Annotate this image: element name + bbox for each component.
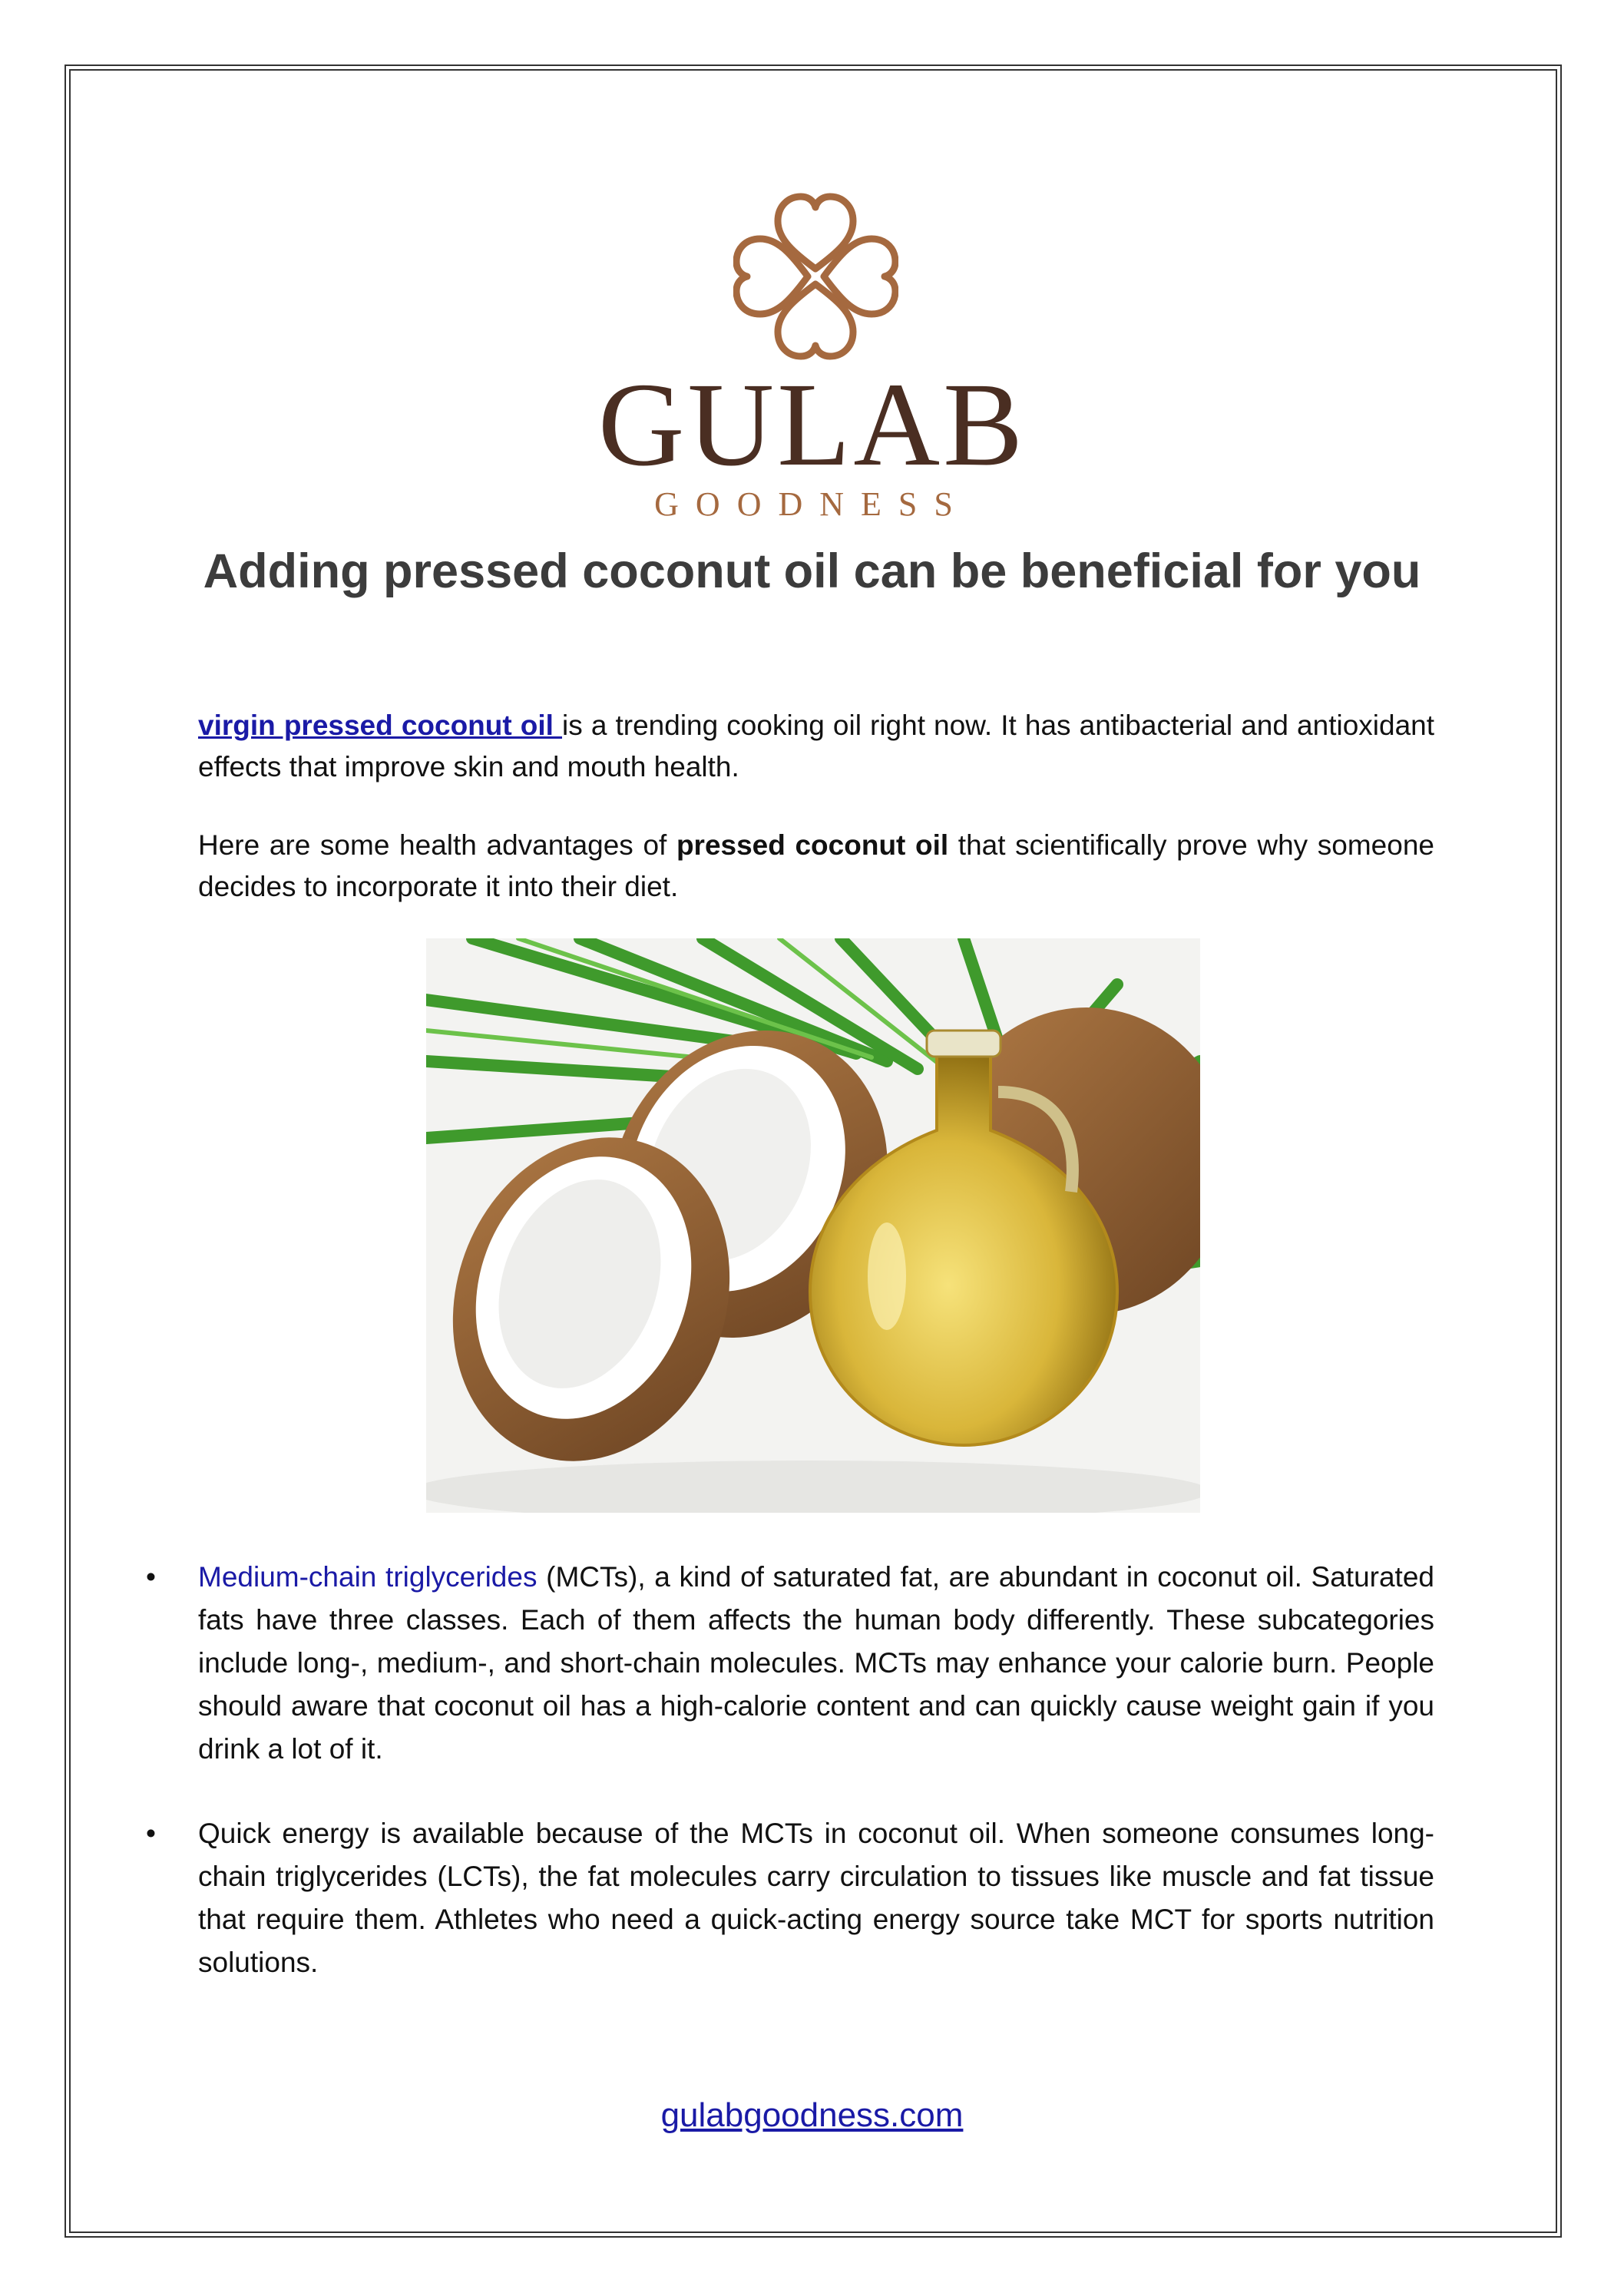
brand-logo xyxy=(0,192,1624,530)
logo-wordmark: GULAB xyxy=(597,358,1027,491)
coconut-oil-photo xyxy=(426,938,1200,1513)
advantages-after: that scientifically prove why someone decides to incorporate it into their diet. xyxy=(198,829,1434,902)
intro-paragraph xyxy=(198,705,1434,788)
bullet-text: (MCTs), a kind of saturated fat, are abundant in coconut oil. Saturated fats have three classes. Each of them affects the human body differently. These subcategories include long-, medium-, and short-chain molecules. MCTs may enhance your calorie burn. People should aware that coconut oil has a high-calorie content and can quickly cause weight gain if you drink a lot of it. xyxy=(198,1561,1434,1765)
benefits-list xyxy=(146,1556,1434,2026)
virgin-pressed-coconut-oil-link[interactable]: virgin pressed coconut oil xyxy=(198,710,563,741)
list-item xyxy=(146,1556,1434,1771)
website-link[interactable]: gulabgoodness.com xyxy=(660,2096,964,2134)
advantages-paragraph xyxy=(198,825,1434,908)
bullet-icon: • xyxy=(146,1818,156,1849)
logo-subtitle: GOODNESS xyxy=(654,485,970,523)
mct-link[interactable]: Medium-chain triglycerides xyxy=(198,1561,537,1593)
bullet-icon: • xyxy=(146,1561,156,1593)
coconut-oil-illustration xyxy=(426,938,1200,1513)
page-title: Adding pressed coconut oil can be beneficial for you xyxy=(203,544,1421,598)
advantages-bold: pressed coconut oil xyxy=(676,829,949,861)
clover-hearts-icon xyxy=(733,192,898,361)
intro-text: is a trending cooking oil right now. It has antibacterial and antioxidant effects that improve skin and mouth health. xyxy=(198,710,1434,782)
advantages-before: Here are some health advantages of xyxy=(198,829,676,861)
bullet-text: Quick energy is available because of the MCTs in coconut oil. When someone consumes long-chain triglycerides (LCTs), the fat molecules carry circulation to tissues like muscle and fat tissue that require them. Athletes who need a quick-acting energy source take MCT for sports nutrition solutions. xyxy=(198,1818,1434,1978)
list-item xyxy=(146,1812,1434,1984)
